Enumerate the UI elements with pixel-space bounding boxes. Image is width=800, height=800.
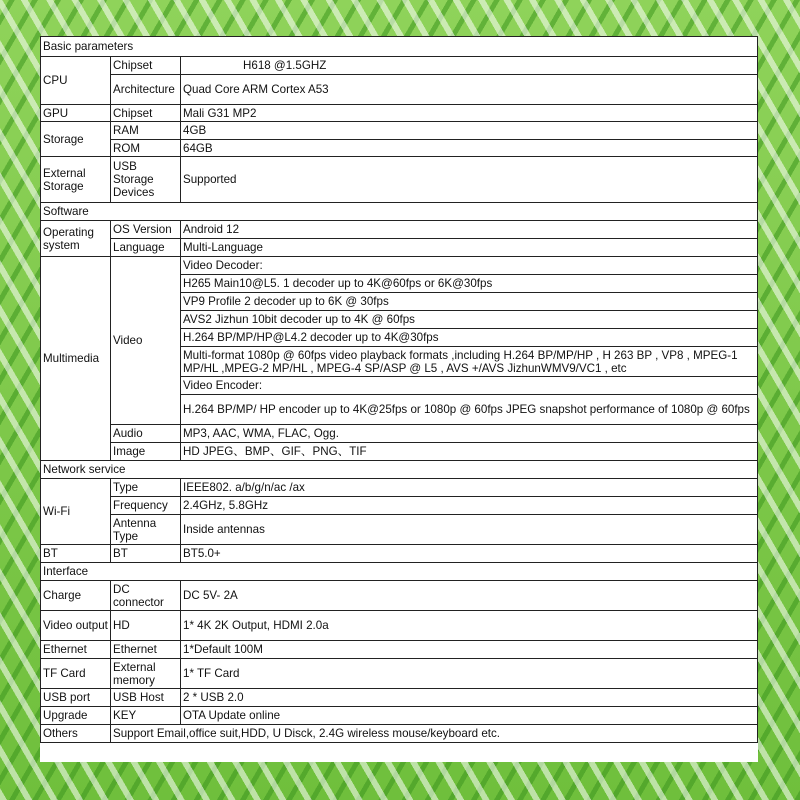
bt-value: BT5.0+	[181, 545, 758, 563]
video-output-value: 1* 4K 2K Output, HDMI 2.0a	[181, 611, 758, 641]
wifi-type-value: IEEE802. a/b/g/n/ac /ax	[181, 479, 758, 497]
table-row	[41, 157, 758, 203]
wifi-antenna-label: Antenna Type	[111, 515, 181, 545]
wifi-label: Wi-Fi	[41, 479, 111, 545]
video-row: Video Decoder:	[181, 257, 758, 275]
wifi-freq-value: 2.4GHz, 5.8GHz	[181, 497, 758, 515]
ethernet-sub-label: Ethernet	[111, 641, 181, 659]
ethernet-label: Ethernet	[41, 641, 111, 659]
table-row	[41, 425, 758, 443]
table-row	[41, 140, 758, 157]
table-row	[41, 75, 758, 105]
others-value: Support Email,office suit,HDD, U Disck, 2.4G wireless mouse/keyboard etc.	[111, 725, 758, 743]
storage-ram-label: RAM	[111, 122, 181, 140]
video-output-sub-label: HD	[111, 611, 181, 641]
section-header-network: Network service	[41, 461, 758, 479]
bt-sub-label: BT	[111, 545, 181, 563]
bt-label: BT	[41, 545, 111, 563]
table-row	[41, 221, 758, 239]
video-row: H265 Main10@L5. 1 decoder up to 4K@60fps or 6K@30fps	[181, 275, 758, 293]
table-row	[41, 497, 758, 515]
table-row	[41, 443, 758, 461]
os-label: Operating system	[41, 221, 111, 257]
table-row	[41, 611, 758, 641]
table-row	[41, 545, 758, 563]
charge-sub-label: DC connector	[111, 581, 181, 611]
upgrade-sub-label: KEY	[111, 707, 181, 725]
table-row	[41, 689, 758, 707]
storage-ram-value: 4GB	[181, 122, 758, 140]
video-row: AVS2 Jizhun 10bit decoder up to 4K @ 60fps	[181, 311, 758, 329]
wifi-freq-label: Frequency	[111, 497, 181, 515]
storage-rom-value: 64GB	[181, 140, 758, 157]
video-row: H.264 BP/MP/HP@L4.2 decoder up to 4K@30fps	[181, 329, 758, 347]
gpu-chipset-value: Mali G31 MP2	[181, 105, 758, 122]
multimedia-label: Multimedia	[41, 257, 111, 461]
gpu-chipset-label: Chipset	[111, 105, 181, 122]
cpu-arch-label: Architecture	[111, 75, 181, 105]
table-row	[41, 203, 758, 221]
table-row	[41, 563, 758, 581]
gpu-label: GPU	[41, 105, 111, 122]
spec-table	[40, 36, 758, 743]
table-row	[41, 659, 758, 689]
table-row	[41, 707, 758, 725]
cpu-chipset-value: H618 @1.5GHZ	[181, 57, 758, 75]
table-row	[41, 479, 758, 497]
table-row	[41, 461, 758, 479]
tf-card-sub-label: External memory	[111, 659, 181, 689]
usb-port-label: USB port	[41, 689, 111, 707]
os-version-label: OS Version	[111, 221, 181, 239]
os-language-value: Multi-Language	[181, 239, 758, 257]
spec-sheet	[40, 36, 758, 762]
external-storage-value: Supported	[181, 157, 758, 203]
table-row	[41, 239, 758, 257]
table-row	[41, 257, 758, 275]
usb-port-value: 2 * USB 2.0	[181, 689, 758, 707]
external-storage-sub-label: USB Storage Devices	[111, 157, 181, 203]
cpu-chipset-label: Chipset	[111, 57, 181, 75]
section-header-basic: Basic parameters	[41, 37, 758, 57]
video-row: VP9 Profile 2 decoder up to 6K @ 30fps	[181, 293, 758, 311]
tf-card-label: TF Card	[41, 659, 111, 689]
section-header-interface: Interface	[41, 563, 758, 581]
external-storage-label: External Storage	[41, 157, 111, 203]
table-row	[41, 105, 758, 122]
multimedia-image-value: HD JPEG、BMP、GIF、PNG、TIF	[181, 443, 758, 461]
table-row	[41, 725, 758, 743]
video-row: H.264 BP/MP/ HP encoder up to 4K@25fps or 1080p @ 60fps JPEG snapshot performance of 1080p @ 60fps	[181, 395, 758, 425]
charge-label: Charge	[41, 581, 111, 611]
table-row	[41, 57, 758, 75]
multimedia-image-label: Image	[111, 443, 181, 461]
wifi-antenna-value: Inside antennas	[181, 515, 758, 545]
cpu-label: CPU	[41, 57, 111, 105]
others-label: Others	[41, 725, 111, 743]
video-row: Multi-format 1080p @ 60fps video playback formats ,including H.264 BP/MP/HP , H 263 BP , VP8 , MPEG-1 MP/HL ,MPEG-2 MP/HL , MPEG-4 SP/ASP @ L5 , AVS +/AVS JizhunWMV9/VC1 , etc	[181, 347, 758, 377]
charge-value: DC 5V- 2A	[181, 581, 758, 611]
video-row: Video Encoder:	[181, 377, 758, 395]
usb-port-sub-label: USB Host	[111, 689, 181, 707]
cpu-arch-value: Quad Core ARM Cortex A53	[181, 75, 758, 105]
os-language-label: Language	[111, 239, 181, 257]
multimedia-video-label: Video	[111, 257, 181, 425]
tf-card-value: 1* TF Card	[181, 659, 758, 689]
table-row	[41, 515, 758, 545]
multimedia-audio-value: MP3, AAC, WMA, FLAC, Ogg.	[181, 425, 758, 443]
section-header-software: Software	[41, 203, 758, 221]
video-output-label: Video output	[41, 611, 111, 641]
table-row	[41, 581, 758, 611]
multimedia-audio-label: Audio	[111, 425, 181, 443]
ethernet-value: 1*Default 100M	[181, 641, 758, 659]
os-version-value: Android 12	[181, 221, 758, 239]
storage-label: Storage	[41, 122, 111, 157]
table-row	[41, 37, 758, 57]
wifi-type-label: Type	[111, 479, 181, 497]
upgrade-label: Upgrade	[41, 707, 111, 725]
storage-rom-label: ROM	[111, 140, 181, 157]
table-row	[41, 641, 758, 659]
table-row	[41, 122, 758, 140]
upgrade-value: OTA Update online	[181, 707, 758, 725]
